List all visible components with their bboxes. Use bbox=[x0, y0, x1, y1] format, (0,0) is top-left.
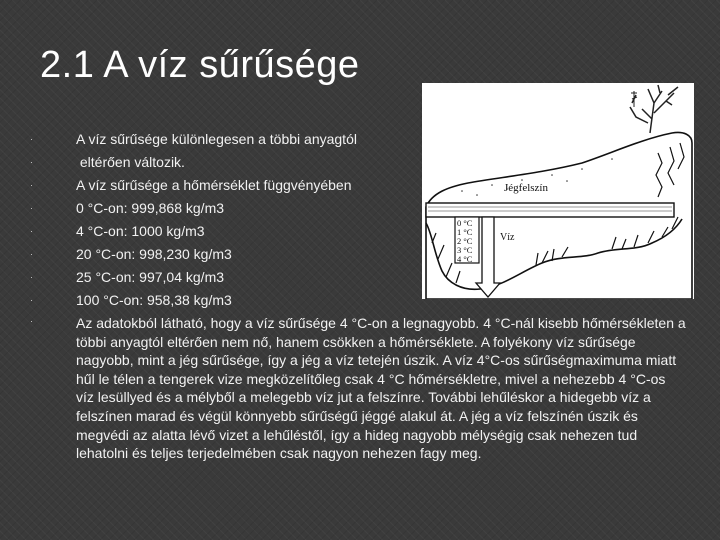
list-item bbox=[28, 174, 668, 197]
bullet-text: A víz sűrűsége a hőmérséklet függvényében bbox=[76, 177, 352, 193]
bullet-list bbox=[28, 128, 686, 463]
bullet-text: 20 °C-on: 998,230 kg/m3 bbox=[76, 246, 232, 262]
temp-label-3: 3 °C bbox=[457, 245, 473, 255]
temp-label-0: 0 °C bbox=[457, 218, 473, 228]
bullet-dot: · bbox=[30, 180, 33, 190]
list-item bbox=[28, 197, 668, 220]
list-item bbox=[28, 266, 668, 289]
temp-label-1: 1 °C bbox=[457, 227, 473, 237]
water-label: Víz bbox=[500, 232, 515, 243]
bullet-dot: · bbox=[30, 295, 33, 305]
list-item bbox=[28, 220, 668, 243]
bullet-text: 100 °C-on: 958,38 kg/m3 bbox=[76, 292, 232, 308]
temp-label-4: 4 °C bbox=[457, 254, 473, 264]
list-item bbox=[28, 128, 668, 151]
bullet-dot: · bbox=[30, 226, 33, 236]
list-item bbox=[28, 151, 668, 174]
bullet-dot: · bbox=[30, 249, 33, 259]
list-item bbox=[28, 312, 686, 463]
bullet-dot: · bbox=[30, 203, 33, 213]
bullet-text: 25 °C-on: 997,04 kg/m3 bbox=[76, 269, 225, 285]
bullet-dot: · bbox=[30, 157, 33, 167]
list-item bbox=[28, 243, 668, 266]
paragraph-text: Az adatokból látható, hogy a víz sűrűsége 4 °C-on a legnagyobb. 4 °C-nál kisebb hőmérsékleten a többi anyagtól eltérően nem nő, hanem csökken a hőmérséklete. A folyékony víz sűrűsége nagyobb, mint a jég sűrűsége, így a jég a víz tetején úszik. A víz 4°C-os sűrűségmaximuma miatt hűl le télen a tengerek vize megközelítőleg csak 4 °C hőmérsékletre, mivel a nehezebb 4 °C-os víz lesüllyed és a mélyből a melegebb víz jut a felszínre. További lehűléskor a hidegebb víz a felszínen marad és végül könnyebb sűrűségű jéggé alakul át. A jég a víz felszínén úszik és megvédi az alatta lévő vizet a lehűléstől, így a hideg nagyobb mélységig csak nehezen tud lehatolni és teljes terjedelmében csak nagyon nehezen fagy meg. bbox=[76, 315, 686, 462]
plant-icon bbox=[631, 91, 637, 107]
ice-label: Jégfelszín bbox=[504, 182, 548, 194]
list-item bbox=[28, 289, 668, 312]
bullet-text: A víz sűrűsége különlegesen a többi anyagtól bbox=[76, 131, 357, 147]
bullet-text: 4 °C-on: 1000 kg/m3 bbox=[76, 223, 205, 239]
slide-title: 2.1 A víz sűrűsége bbox=[40, 44, 360, 86]
bullet-dot: · bbox=[30, 272, 33, 282]
bullet-dot: · bbox=[30, 134, 33, 144]
bullet-text: eltérően változik. bbox=[76, 154, 185, 170]
bullet-dot: · bbox=[30, 316, 33, 326]
tree-icon bbox=[630, 85, 678, 133]
temp-label-2: 2 °C bbox=[457, 236, 473, 246]
bullet-text: 0 °C-on: 999,868 kg/m3 bbox=[76, 200, 225, 216]
